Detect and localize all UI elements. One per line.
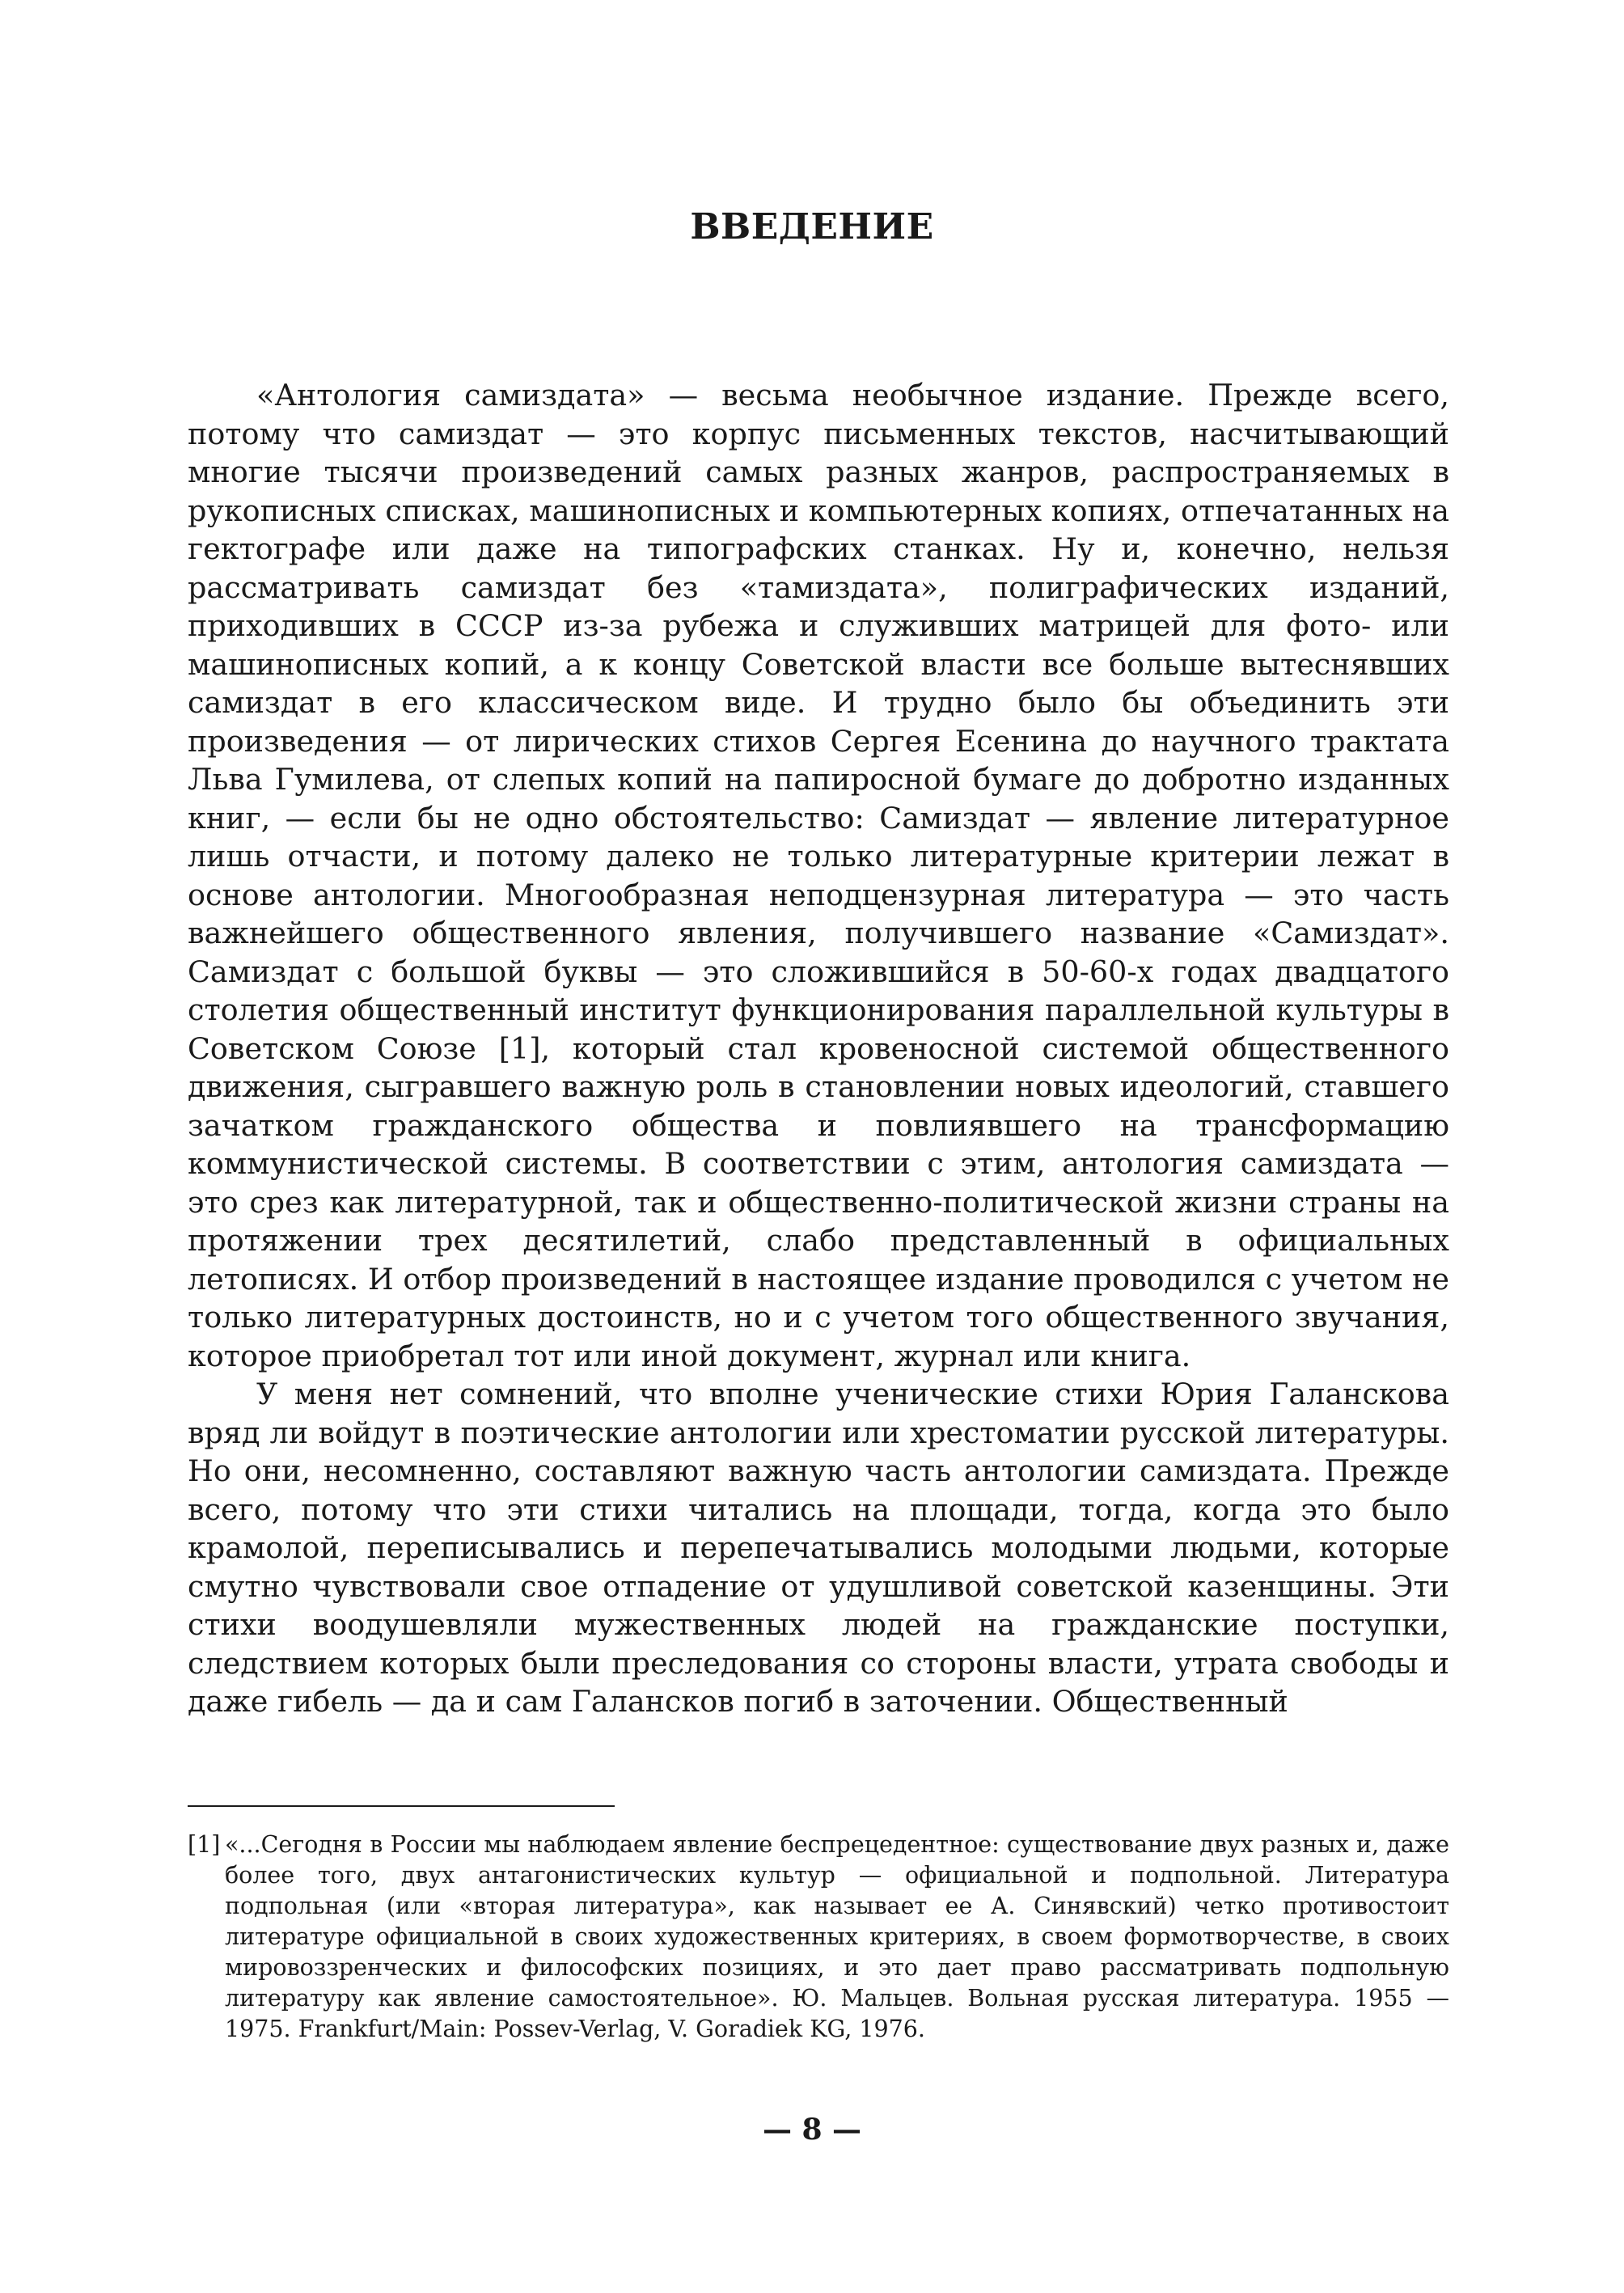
paragraph-1: «Антология самиздата» — весьма необычное издание. Прежде всего, потому что самиздат — это корпус письменных текстов, насчитывающий многие тысячи произведений самых разных жанров, распространяемых в рукописных списках, машинописных и компьютерных копиях, отпечатанных на гектографе или даже на типографских станках. Ну и, конечно, нельзя рассматривать самиздат без «тамиздата», полиграфических изданий, приходивших в СССР из-за рубежа и служивших матрицей для фото- или машинописных копий, а к концу Советской власти все больше вытеснявших самиздат в его классическом виде. И трудно было бы объединить эти произведения — от лирических стихов Сергея Есенина до научного трактата Льва Гумилева, от слепых копий на папиросной бумаге до добротно изданных книг, — если бы не одно обстоятельство: Самиздат — явление литературное лишь отчасти, и потому далеко не только литературные критерии лежат в основе антологии. Многообразная неподцензурная литература — это часть важнейшего общественного явления, получившего название «Самиздат». Самиздат с большой буквы — это сложившийся в 50-60-х годах двадцатого столетия общественный институт функционирования параллельной культуры в Советском Союзе [1], который стал кровеносной системой общественного движения, сыгравшего важную роль в становлении новых идеологий, ставшего зачатком гражданского общества и повлиявшего на трансформацию коммунистической системы. В соответствии с этим, антология самиздата — это срез как литературной, так и общественно-политической жизни страны на протяжении трех десятилетий, слабо представленный в официальных летописях. И отбор произведений в настоящее издание проводился с учетом не только литературных достоинств, но и с учетом того общественного звучания, которое приобретал тот или иной документ, журнал или книга. xyxy=(188,378,1449,1373)
page-title: ВВЕДЕНИЕ xyxy=(690,206,934,247)
paragraph-2: У меня нет сомнений, что вполне ученические стихи Юрия Галанскова вряд ли войдут в поэтические антологии или хрестоматии русской литературы. Но они, несомненно, составляют важную часть антологии самиздата. Прежде всего, потому что эти стихи читались на площади, тогда, когда это было крамолой, переписывались и перепечатывались молодыми людьми, которые смутно чувствовали свое отпадение от удушливой советской казенщины. Эти стихи воодушевляли мужественных людей на гражданские поступки, следствием которых были преследования со стороны власти, утрата свободы и даже гибель — да и сам Галансков погиб в заточении. Общественный xyxy=(188,1377,1449,1719)
main-text xyxy=(188,376,1449,1721)
footnote xyxy=(188,1830,1449,2045)
page-number: — 8 — xyxy=(762,2113,862,2147)
footnote-text: «...Сегодня в России мы наблюдаем явление беспрецедентное: существование двух разных и, даже более того, двух антагонистических культур — официальной и подпольной. Литература подпольная (или «вторая литература», как называет ее А. Синявский) четко противостоит литературе официальной в своих художественных критериях, в своем формотворчестве, в своих мировоззренческих и философских позициях, и это дает право рассматривать подпольную литературу как явление самостоятельное». Ю. Мальцев. Вольная русская литература. 1955 — 1975. Frankfurt/Main: Possev-Verlag, V. Goradiek KG, 1976. xyxy=(225,1831,1449,2042)
footnote-marker: [1] xyxy=(188,1831,221,1858)
footnote-divider xyxy=(188,1805,615,1807)
